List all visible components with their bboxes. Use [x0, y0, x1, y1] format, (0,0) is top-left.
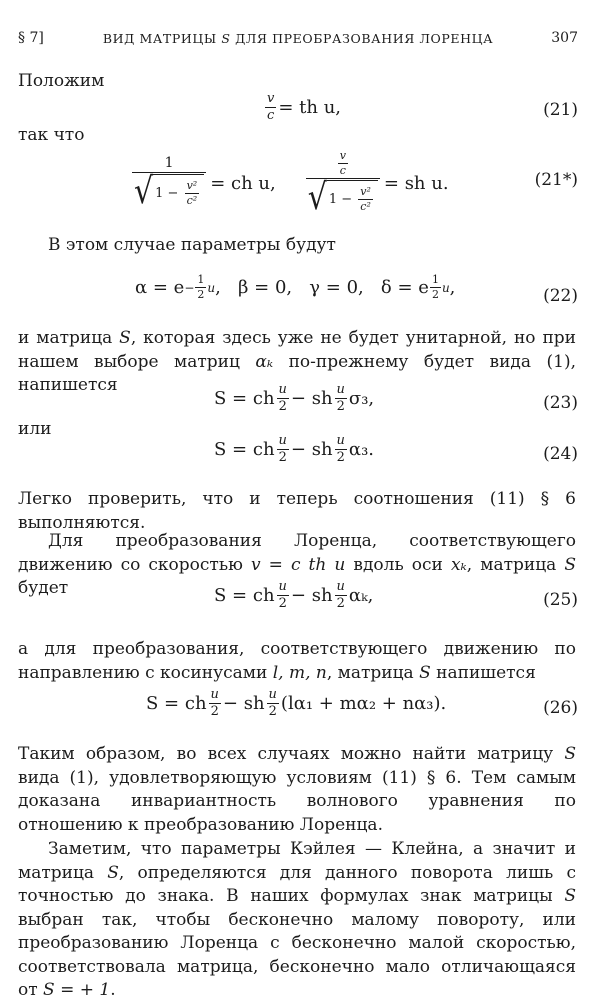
- paragraph-polozhim: Положим: [18, 71, 105, 91]
- exponent-minus-half-u: − $\frac{1}{2}$ u: [184, 273, 216, 302]
- exponent-half-u: $\frac{1}{2}$ u: [431, 273, 450, 302]
- running-header: [18, 30, 578, 52]
- paragraph-parameters: В этом случае параметры будут: [48, 235, 336, 255]
- equation-25: S = ch $\frac{u}{2}$ − sh $\frac{u}{2}$ αₖ, (25): [214, 579, 578, 612]
- running-title: ВИД МАТРИЦЫ S ДЛЯ ПРЕОБРАЗОВАНИЯ ЛОРЕНЦА: [102, 31, 494, 46]
- paragraph-conclusion: Таким образом, во всех случаях можно найти матрицу S вида (1), удовлетворяющую условиям (11) § 6. Тем самым доказана инвариантность волнового уравнения по отношению к преобразованию Лоренца.: [18, 744, 576, 835]
- equation-label: (23): [543, 393, 578, 413]
- paragraph-lorentz-axis: Для преобразования Лоренца, соответствующего движению со скоростью v = c th u вдоль оси xₖ, матрица S будет: [18, 531, 576, 598]
- equation-label: (26): [543, 698, 578, 718]
- equation-label: (22): [543, 286, 578, 306]
- equation-label: (21*): [534, 170, 578, 190]
- equation-22: α = e − $\frac{1}{2}$ u , β = 0, γ = 0, δ = e $\frac{1}{2}$ u , (22): [135, 273, 578, 306]
- equation-label: (24): [543, 444, 578, 464]
- paragraph-tak-chto: так что: [18, 125, 85, 145]
- equation-23: S = ch $\frac{u}{2}$ − sh $\frac{u}{2}$ σ₃, (23): [214, 382, 578, 415]
- equation-21-star: 1 √ 1 − $\frac{\text{v²}}{\text{c²}}$ = ch u, $\frac{v}{c}$ √ 1 − $\frac{\text{v²}}{\text{c²}}$ = sh u. (21*): [134, 149, 578, 219]
- paragraph-cayley-klein: Заметим, что параметры Кэйлея — Клейна, а значит и матрица S, определяются для данного поворота лишь с точностью до знака. В наших формулах знак матрицы S выбран так, чтобы бесконечно малому повороту, или преобразованию Лоренца с бесконечно малой скоростью, соответствовала матрица, бесконечно мало отличающаяся от S = + 1.: [18, 839, 576, 1000]
- fraction-ch: 1 √ 1 − $\frac{\text{v²}}{\text{c²}}$: [132, 156, 206, 210]
- section-marker: § 7]: [18, 30, 44, 46]
- sqrt-lorentz: √ 1 − $\frac{\text{v²}}{\text{c²}}$: [134, 174, 204, 210]
- equation-label: (25): [543, 590, 578, 610]
- paragraph-check: Легко проверить, что и теперь соотношения (11) § 6 выполняются.: [18, 489, 576, 533]
- page-number: 307: [551, 30, 578, 46]
- paragraph-ili: или: [18, 419, 52, 439]
- paragraph-matrix-s: и матрица S, которая здесь уже не будет унитарной, но при нашем выборе матриц αₖ по-прежнему будет вида (1), напишется: [18, 328, 576, 395]
- paragraph-direction-cosines: а для преобразования, соответствующего движению по направлению с косинусами l, m, n, матрица S напишется: [18, 639, 576, 683]
- fraction-v-over-c: $\frac{v}{c}$: [267, 91, 275, 124]
- equation-26: S = ch $\frac{u}{2}$ − sh $\frac{u}{2}$ (lα₁ + mα₂ + nα₃). (26): [146, 687, 578, 720]
- fraction-sh: $\frac{v}{c}$ √ 1 − $\frac{\text{v²}}{\text{c²}}$: [306, 150, 380, 216]
- equation-label: (21): [543, 100, 578, 120]
- equation-24: S = ch $\frac{u}{2}$ − sh $\frac{u}{2}$ α₃. (24): [214, 433, 578, 466]
- equation-21: $\frac{v}{c}$ = th u, (21): [267, 91, 578, 124]
